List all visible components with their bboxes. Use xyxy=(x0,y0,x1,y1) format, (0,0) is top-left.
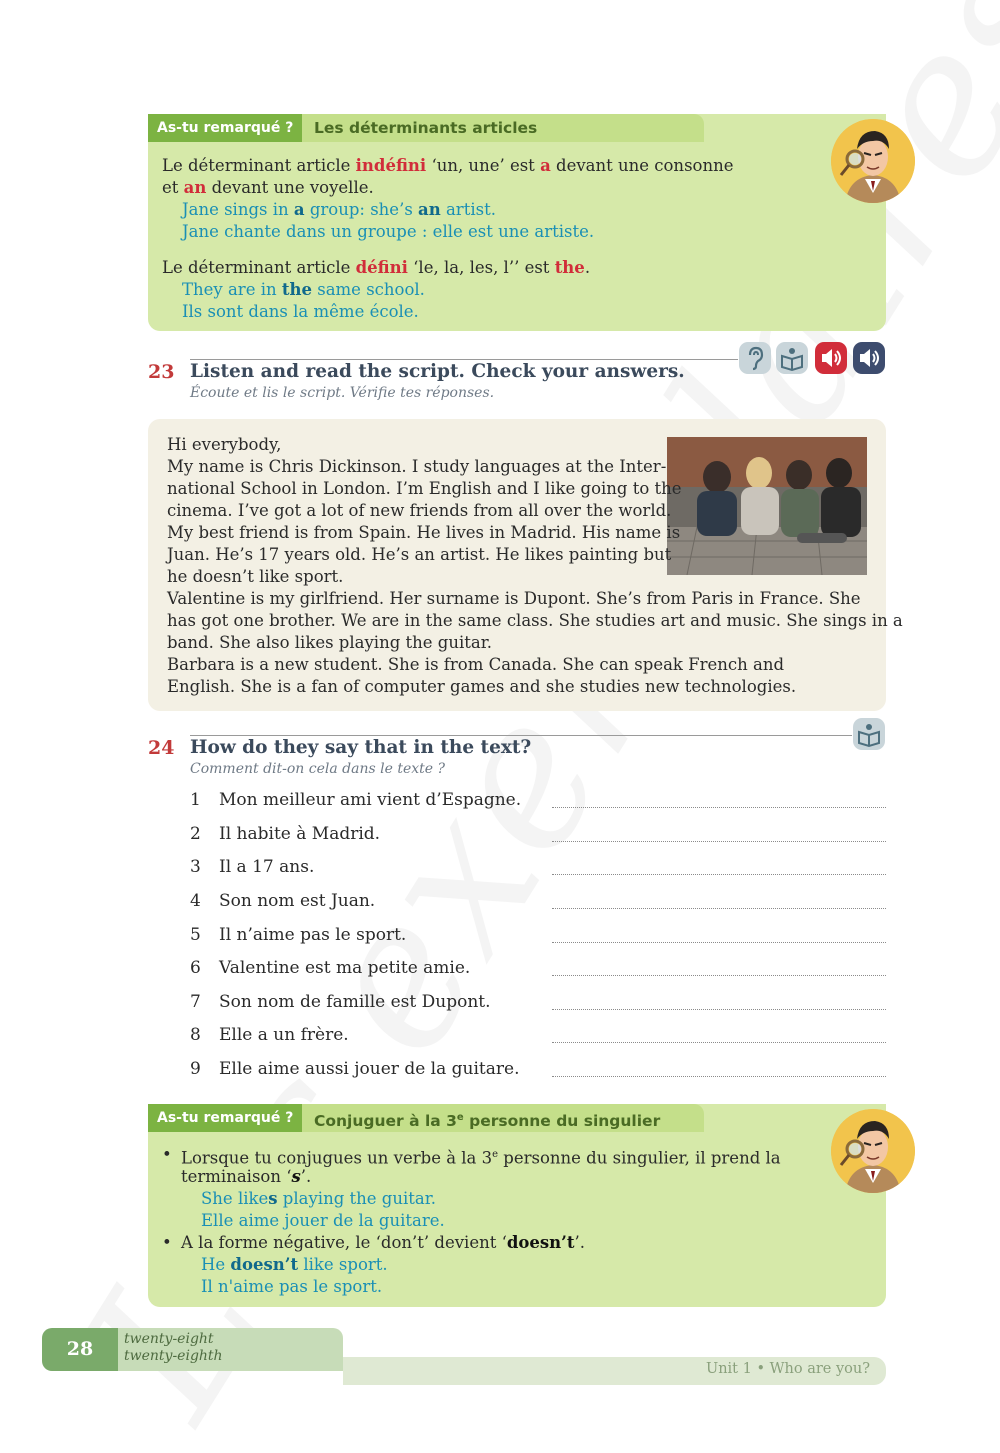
audio-blue-icon[interactable] xyxy=(853,342,885,374)
list-item-number: 6 xyxy=(190,958,201,978)
answer-line[interactable] xyxy=(552,873,886,875)
exercise-subtitle: Comment dit-on cela dans le texte ? xyxy=(190,761,446,777)
bullet-icon: • xyxy=(162,1145,172,1164)
exercise-number: 23 xyxy=(148,361,175,383)
answer-line[interactable] xyxy=(552,974,886,976)
footer-unit-bar xyxy=(343,1357,886,1385)
detective-avatar-icon xyxy=(831,119,915,203)
list-item-number: 2 xyxy=(190,824,201,844)
remark2-example4: Il n'aime pas le sport. xyxy=(201,1277,383,1296)
remark1-line3: Le déterminant article défini ‘le, la, les, l’’ est the. xyxy=(162,258,591,277)
answer-line[interactable] xyxy=(552,1041,886,1043)
answer-line[interactable] xyxy=(552,1008,886,1010)
answer-line[interactable] xyxy=(552,806,886,808)
remark2-example1: She likes playing the guitar. xyxy=(201,1189,437,1208)
list-item: Valentine est ma petite amie. xyxy=(219,958,471,978)
list-item: Mon meilleur ami vient d’Espagne. xyxy=(219,790,522,810)
script-line: has got one brother. We are in the same class. She studies art and music. She sings in a xyxy=(167,611,903,630)
list-item: Il a 17 ans. xyxy=(219,857,315,877)
list-item: Il n’aime pas le sport. xyxy=(219,925,407,945)
page-number: 28 xyxy=(42,1328,118,1371)
remark2-bullet2: A la forme négative, le ‘don’t’ devient ‘doesn’t’. xyxy=(181,1233,586,1252)
answer-line[interactable] xyxy=(552,1075,886,1077)
remark-header xyxy=(148,1104,704,1132)
remark1-example3: They are in the same school. xyxy=(182,280,425,299)
exercise-divider xyxy=(190,735,852,736)
remark-title: Conjuguer à la 3e personne du singulier xyxy=(314,1112,661,1131)
answer-line[interactable] xyxy=(552,941,886,943)
remark-tag: As-tu remarqué ? xyxy=(148,1104,302,1132)
remark2-bullet1: Lorsque tu conjugues un verbe à la 3e personne du singulier, il prend la xyxy=(181,1148,781,1168)
remark1-example2: Jane chante dans un groupe : elle est une artiste. xyxy=(182,222,595,241)
list-item-number: 1 xyxy=(190,790,201,810)
friends-photo xyxy=(667,437,867,575)
list-item: Elle aime aussi jouer de la guitare. xyxy=(219,1059,520,1079)
audio-red-icon[interactable] xyxy=(815,342,847,374)
list-item-number: 5 xyxy=(190,925,201,945)
remark2-example3: He doesn’t like sport. xyxy=(201,1255,388,1274)
list-item: Son nom est Juan. xyxy=(219,891,376,911)
ear-icon[interactable] xyxy=(739,342,771,374)
remark1-line2: et an devant une voyelle. xyxy=(162,178,374,197)
script-line: he doesn’t like sport. xyxy=(167,567,344,586)
script-line: Hi everybody, xyxy=(167,435,282,454)
script-line: cinema. I’ve got a lot of new friends from all over the world. xyxy=(167,501,672,520)
script-line: Valentine is my girlfriend. Her surname is Dupont. She’s from Paris in France. She xyxy=(167,589,861,608)
list-item: Il habite à Madrid. xyxy=(219,824,381,844)
list-item: Son nom de famille est Dupont. xyxy=(219,992,491,1012)
list-item-number: 7 xyxy=(190,992,201,1012)
list-item-number: 9 xyxy=(190,1059,201,1079)
script-line: band. She also likes playing the guitar. xyxy=(167,633,493,652)
book-icon[interactable] xyxy=(776,342,808,374)
exercise-divider xyxy=(190,359,738,360)
bullet-icon: • xyxy=(162,1233,172,1252)
exercise-subtitle: Écoute et lis le script. Vérifie tes réponses. xyxy=(190,385,495,401)
list-item-number: 8 xyxy=(190,1025,201,1045)
script-line: Juan. He’s 17 years old. He’s an artist. He likes painting but xyxy=(167,545,672,564)
footer-page-words xyxy=(118,1328,343,1371)
remark1-example1: Jane sings in a group: she’s an artist. xyxy=(182,200,496,219)
exercise-title: How do they say that in the text? xyxy=(190,737,532,758)
script-line: My name is Chris Dickinson. I study languages at the Inter- xyxy=(167,457,667,476)
unit-label: Unit 1 • Who are you? xyxy=(705,1361,870,1377)
detective-avatar-icon xyxy=(831,1109,915,1193)
script-line: national School in London. I’m English and I like going to the xyxy=(167,479,682,498)
list-item: Elle a un frère. xyxy=(219,1025,349,1045)
remark-header xyxy=(148,114,704,142)
answer-line[interactable] xyxy=(552,907,886,909)
script-line: My best friend is from Spain. He lives in Madrid. His name is xyxy=(167,523,681,542)
answer-line[interactable] xyxy=(552,840,886,842)
exercise-number: 24 xyxy=(148,737,175,759)
book-icon[interactable] xyxy=(853,718,885,750)
remark1-line1: Le déterminant article indéfini ‘un, une’ est a devant une consonne xyxy=(162,156,734,175)
script-line: English. She is a fan of computer games and she studies new technologies. xyxy=(167,677,797,696)
exercise-title: Listen and read the script. Check your answers. xyxy=(190,361,685,382)
page-word-cardinal: twenty-eight xyxy=(124,1331,214,1347)
list-item-number: 4 xyxy=(190,891,201,911)
script-line: Barbara is a new student. She is from Canada. She can speak French and xyxy=(167,655,785,674)
remark-tag: As-tu remarqué ? xyxy=(148,114,302,142)
remark2-example2: Elle aime jouer de la guitare. xyxy=(201,1211,445,1230)
remark-title: Les déterminants articles xyxy=(314,119,538,137)
remark1-example4: Ils sont dans la même école. xyxy=(182,302,419,321)
list-item-number: 3 xyxy=(190,857,201,877)
page-word-ordinal: twenty-eighth xyxy=(124,1348,223,1364)
remark2-bullet1-line2: terminaison ‘s’. xyxy=(181,1167,312,1186)
